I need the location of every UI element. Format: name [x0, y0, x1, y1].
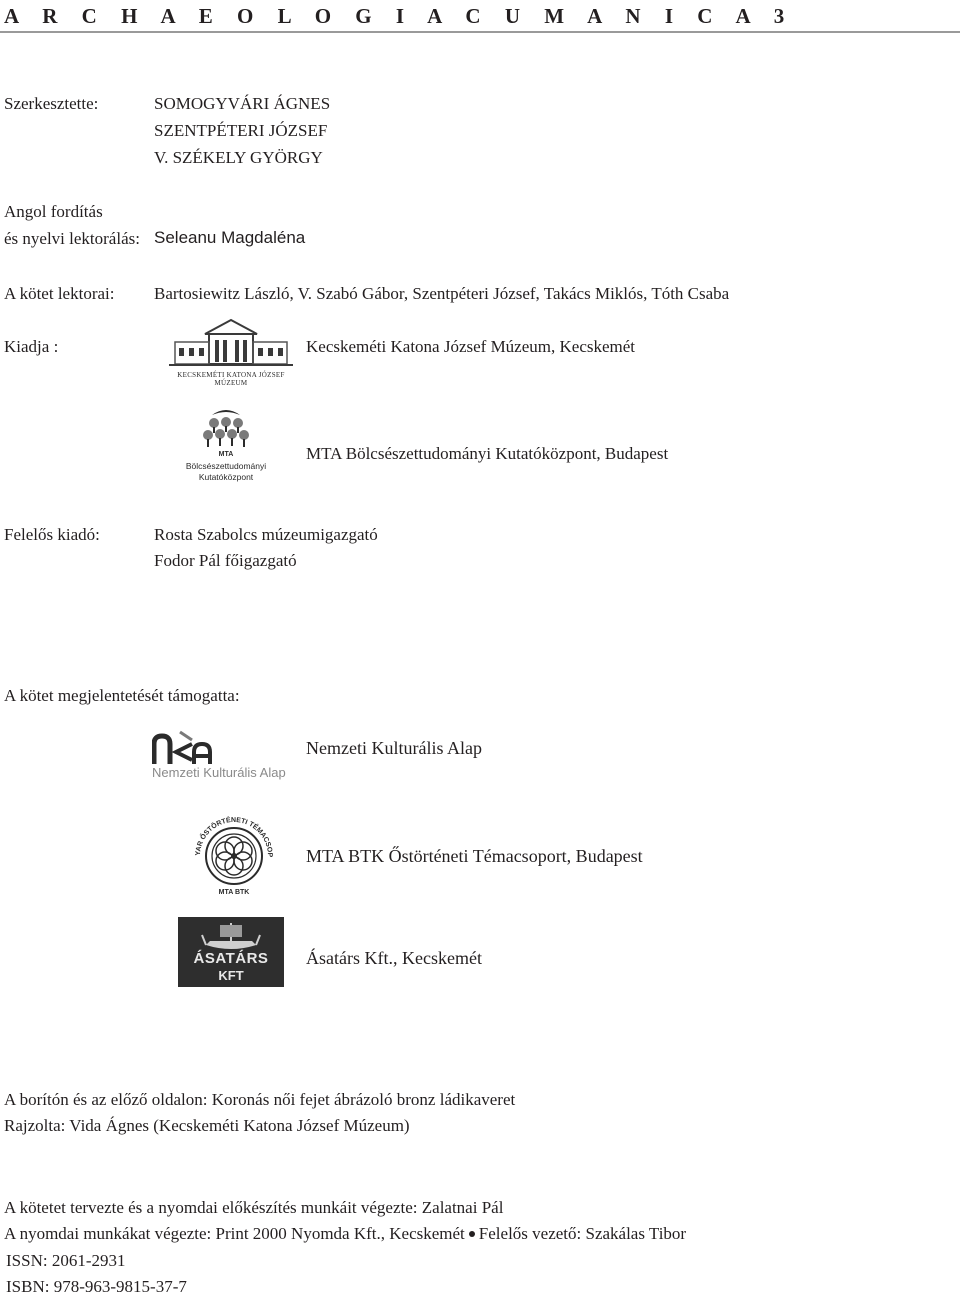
- mta-tree-icon: [178, 405, 274, 451]
- series-title: A R C H A E O L O G I A C U M A N I C A 3: [4, 4, 794, 28]
- museum-logo-caption: KECSKEMÉTI KATONA JÓZSEF MÚZEUM: [177, 371, 285, 387]
- responsible-manager-text: Felelős vezető: Szakálas Tibor: [478, 1224, 687, 1243]
- viking-ship-icon: [178, 917, 284, 953]
- nka-logo-icon: [152, 730, 214, 766]
- issn: ISSN: 2061-2931: [6, 1251, 126, 1270]
- rosette-seal-logo: [190, 810, 278, 898]
- nka-logo-text: Nemzeti Kulturális Alap: [152, 765, 286, 780]
- supporters-label: A kötet megjelentetését támogatta:: [4, 686, 240, 705]
- responsible-label: Felelős kiadó:: [4, 525, 100, 544]
- museum-logo: [165, 318, 297, 387]
- isbn: ISBN: 978-963-9815-37-7: [6, 1277, 187, 1296]
- mta-logo-caption-2: Bölcsészettudományi: [185, 461, 267, 471]
- publisher-label: Kiadja :: [4, 337, 59, 356]
- editors-label: Szerkesztette:: [4, 94, 99, 113]
- cover-illustrator: Rajzolta: Vida Ágnes (Kecskeméti Katona József Múzeum): [4, 1116, 410, 1135]
- supporter-3-name: Ásatárs Kft., Kecskemét: [306, 948, 482, 968]
- publisher-2-name: MTA Bölcsészettudományi Kutatóközpont, Budapest: [306, 444, 669, 463]
- header-rule: [0, 31, 960, 33]
- printing-credit: [4, 1224, 686, 1244]
- asatars-logo-line2: KFT: [218, 968, 244, 983]
- translation-label-line2: és nyelvi lektorálás:: [4, 229, 140, 248]
- publisher-1-name: Kecskeméti Katona József Múzeum, Kecskemét: [306, 337, 636, 356]
- mta-logo-caption-3: Kutatóközpont: [198, 472, 254, 482]
- responsible-name-2: Fodor Pál főigazgató: [154, 551, 297, 570]
- translator-name: Seleanu Magdaléna: [154, 228, 306, 247]
- printer-text: A nyomdai munkákat végezte: Print 2000 Nyomda Kft., Kecskemét: [4, 1224, 465, 1243]
- supporter-1-name: Nemzeti Kulturális Alap: [306, 738, 482, 758]
- editor-name-1: SOMOGYVÁRI ÁGNES: [154, 94, 331, 113]
- editor-name-3: V. SZÉKELY GYÖRGY: [154, 148, 323, 167]
- reviewers-value: Bartosiewitz László, V. Szabó Gábor, Szentpéteri József, Takács Miklós, Tóth Csaba: [154, 284, 730, 303]
- asatars-logo-line1: ÁSATÁRS: [193, 950, 269, 967]
- mta-logo: [178, 405, 274, 485]
- design-credit: A kötetet tervezte és a nyomdai előkészítés munkáit végezte: Zalatnai Pál: [4, 1198, 504, 1217]
- seal-top-text: YAR ŐSTÖRTÉNETI TÉMACSOP: [194, 816, 274, 858]
- responsible-name-1: Rosta Szabolcs múzeumigazgató: [154, 525, 378, 544]
- editor-name-2: SZENTPÉTERI JÓZSEF: [154, 121, 328, 140]
- mta-logo-caption-1: MTA: [218, 451, 234, 458]
- museum-building-icon: [165, 318, 297, 370]
- seal-bottom-text: MTA BTK: [218, 889, 250, 896]
- reviewers-label: A kötet lektorai:: [4, 284, 115, 303]
- supporter-2-name: MTA BTK Őstörténeti Témacsoport, Budapest: [306, 846, 643, 866]
- cover-description: A borítón és az előző oldalon: Koronás női fejet ábrázoló bronz ládikaveret: [4, 1090, 516, 1109]
- bullet-separator: [469, 1231, 475, 1237]
- translation-label-line1: Angol fordítás: [4, 202, 103, 221]
- asatars-logo: [178, 917, 284, 987]
- rosette-seal-icon: [190, 810, 278, 898]
- nka-logo: [152, 730, 312, 780]
